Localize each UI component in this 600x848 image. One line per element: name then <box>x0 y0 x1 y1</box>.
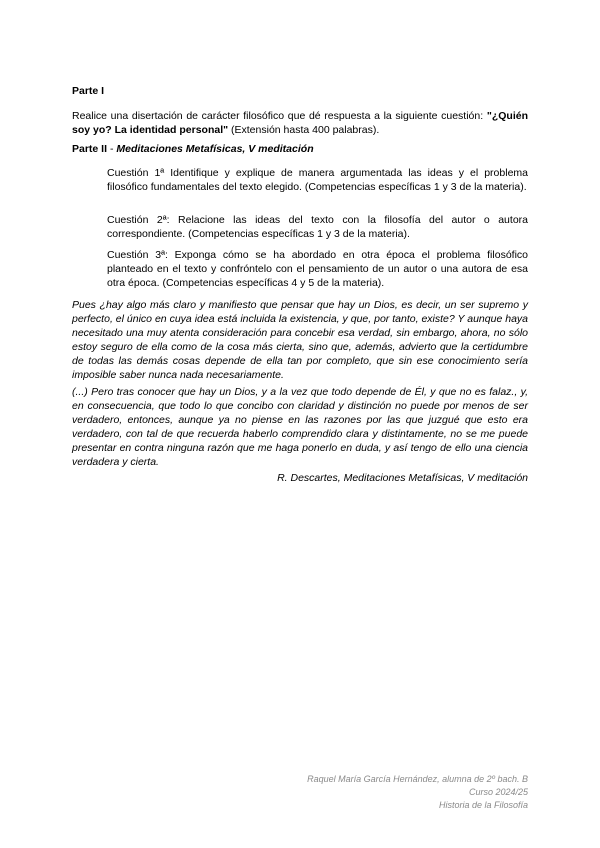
part2-heading-separator: - <box>107 143 117 155</box>
excerpt-attribution: R. Descartes, Meditaciones Metafísicas, V meditación <box>277 472 528 484</box>
excerpt-paragraph-2: (...) Pero tras conocer que hay un Dios, y a la vez que todo depende de Él, y que no es falaz., y, en consecuencia, que todo lo que concibo con claridad y distinción no puede por menos de ser verdadero, entonces, aunque ya no piense en las razones por las que juzgué que esto era verdadero, con tal de que recuerda haberlo comprendido clara y distintamente, no se me puede presentar en contra ninguna razón que me haga ponerlo en duda, y así tengo de ello una ciencia verdadera y cierta. <box>72 386 528 468</box>
part2-heading-title: Meditaciones Metafísicas, V meditación <box>116 143 314 155</box>
footer-course: Curso 2024/25 <box>468 787 528 797</box>
part1-question-extension: (Extensión hasta 400 palabras). <box>228 124 380 136</box>
part1-question: "¿Quién soy yo? La identidad personal" <box>72 110 528 136</box>
part1-statement <box>72 109 528 137</box>
excerpt-paragraph-1: Pues ¿hay algo más claro y manifiesto que pensar que hay un Dios, es decir, un ser supremo y perfecto, el único en cuya idea está incluida la existencia, y que, por tanto, existe? Y aunque haya necesitado una muy atenta consideración para concebir esa verdad, sin embargo, ahora, no sólo estoy seguro de ella como de la cosa más cierta, sino que, además, advierto que la certidumbre de todas las demás cosas depende de ella tan por completo, que sin ese conocimiento sería imposible saber nunca nada necesariamente. <box>72 299 528 381</box>
footer-subject: Historia de la Filosofía <box>438 800 528 810</box>
question-3: Cuestión 3ª: Exponga cómo se ha abordado en otra época el problema filosófico planteado en el texto y confróntelo con el pensamiento de un autor o una autora de esa otra época. (Competencias específicas 4 y 5 de la materia). <box>107 249 528 289</box>
footer-author: Raquel María García Hernández, alumna de 2º bach. B <box>307 774 528 784</box>
part2-heading-label: Parte II <box>72 143 108 155</box>
part2-heading <box>72 143 314 155</box>
question-1: Cuestión 1ª Identifique y explique de manera argumentada las ideas y el problema filosófico fundamentales del texto elegido. (Competencias específicas 1 y 3 de la materia). <box>107 167 528 193</box>
part1-heading: Parte I <box>72 85 105 97</box>
part1-intro: Realice una disertación de carácter filosófico que dé respuesta a la siguiente cuestión: <box>72 110 484 122</box>
question-2: Cuestión 2ª: Relacione las ideas del texto con la filosofía del autor o autora correspondiente. (Competencias específicas 1 y 3 de la materia). <box>107 214 528 240</box>
footer <box>250 773 528 812</box>
